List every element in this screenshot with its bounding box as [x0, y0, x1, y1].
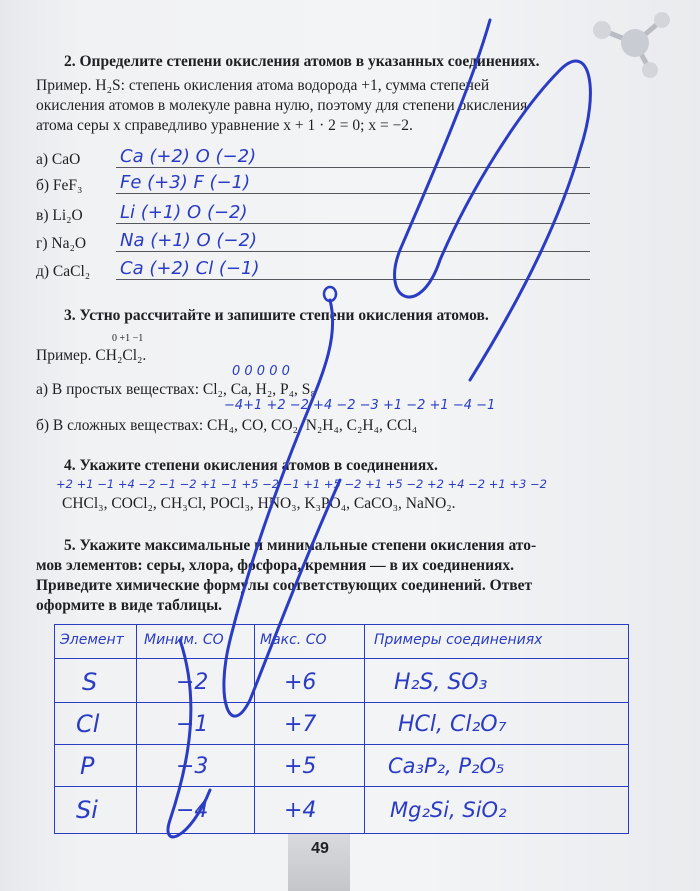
handwritten-complex-states: −4+1 +2 −2 +4 −2 −3 +1 −2 +1 −4 −1	[224, 398, 496, 413]
handwritten-answer: Ca (+2) O (−2)	[120, 146, 257, 167]
table-header-examples: Примеры соединениях	[374, 632, 543, 648]
page-number: 49	[311, 840, 329, 857]
task-3-example: Пример. CH₂Cl₂.	[36, 347, 147, 364]
handwritten-task-4-states: +2 +1 −1 +4 −2 −1 −2 +1 −1 +5 −2 −1 +1 +5 −2 +1 +5 −2 +2 +4 −2 +1 +3 −2	[56, 477, 547, 491]
task-3-complex-substances: б) В сложных веществах: CH₄, CO, CO₂, N₂H₄, C₂H₄, CCl₄	[36, 417, 418, 434]
cell-max: +6	[284, 670, 317, 695]
item-label: г) Na₂O	[36, 235, 87, 252]
cell-min: −2	[176, 670, 209, 695]
item-label: б) FeF₃	[36, 177, 83, 194]
task-5-title-line-4: оформите в виде таблицы.	[36, 597, 223, 614]
item-label: в) Li₂O	[36, 207, 83, 224]
cell-min: −3	[176, 754, 209, 779]
cell-examples: Mg₂Si, SiO₂	[390, 798, 507, 822]
item-label: а) CaO	[36, 151, 81, 168]
handwritten-answer: Na (+1) O (−2)	[120, 230, 257, 251]
cell-examples: HCl, Cl₂O₇	[398, 712, 507, 737]
cell-examples: H₂S, SO₃	[394, 670, 488, 695]
handwritten-answer: Li (+1) O (−2)	[120, 202, 248, 223]
task-5-title-line-1: 5. Укажите максимальные и минимальные степени окисления ато-	[64, 537, 537, 554]
task-3-simple-substances: а) В простых веществах: Cl₂, Ca, H₂, P₄, S₈	[36, 381, 316, 398]
cell-element: S	[82, 668, 98, 696]
cell-element: Cl	[76, 710, 100, 738]
cell-element: Si	[76, 796, 98, 824]
cell-max: +7	[284, 712, 317, 737]
handwritten-answer: Fe (+3) F (−1)	[120, 172, 251, 193]
cell-max: +5	[284, 754, 317, 779]
task-5-title-line-2: мов элементов: серы, хлора, фосфора, кремния — в их соединениях.	[36, 557, 515, 574]
cell-examples: Ca₃P₂, P₂O₅	[388, 754, 505, 778]
task-2-example-line-1: Пример. H₂S: степень окисления атома водорода +1, сумма степеней	[36, 77, 490, 94]
task-5-title-line-3: Приведите химические формулы соответствующих соединений. Ответ	[36, 577, 533, 594]
cell-min: −4	[176, 798, 209, 823]
table-header-element: Элемент	[60, 632, 124, 648]
example-oxidation-states: 0 +1 −1	[112, 333, 144, 344]
item-label: д) CaCl₂	[36, 263, 91, 280]
task-3-title: 3. Устно рассчитайте и запишите степени окисления атомов.	[64, 307, 489, 324]
cell-element: P	[80, 752, 95, 780]
task-2-example-line-3: атома серы x справедливо уравнение x + 1 · 2 = 0; x = −2.	[36, 117, 413, 134]
cell-min: −1	[176, 712, 209, 737]
task-2-example-line-2: окисления атомов в молекуле равна нулю, поэтому для степени окисления	[36, 97, 528, 114]
task-2-title: 2. Определите степени окисления атомов в указанных соединениях.	[64, 53, 540, 70]
task-4-formulas: CHCl₃, COCl₂, CH₃Cl, POCl₃, HNO₃, K₃PO₄, CaCO₃, NaNO₂.	[62, 495, 456, 512]
task-4-title: 4. Укажите степени окисления атомов в соединениях.	[64, 457, 438, 474]
handwritten-simple-states: 0 0 0 0 0	[232, 364, 290, 379]
table-header-min: Миним. СО	[144, 632, 224, 648]
handwritten-answer: Ca (+2) Cl (−1)	[120, 258, 260, 279]
cell-max: +4	[284, 798, 317, 823]
table-header-max: Макс. СО	[260, 632, 327, 648]
